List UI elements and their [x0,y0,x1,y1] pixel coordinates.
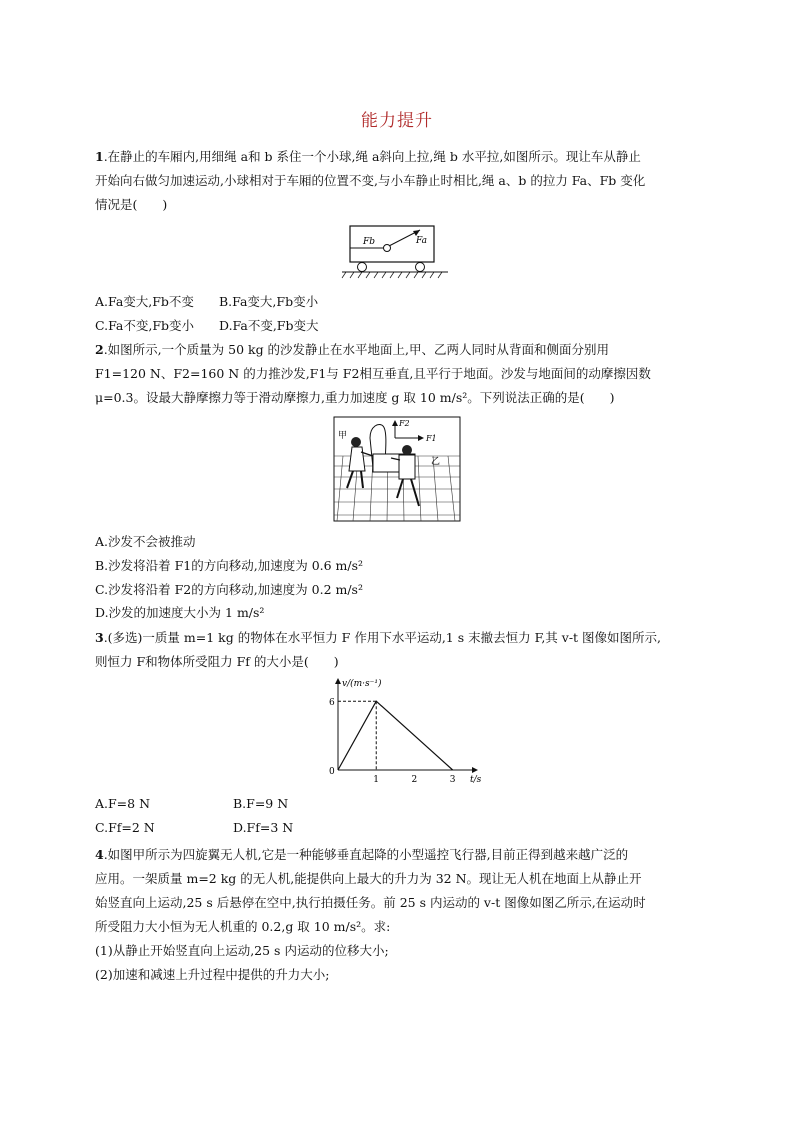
q4-line-2: 应用。一架质量 m=2 kg 的无人机,能提供向上最大的升力为 32 N。现让无人机在地面上从静止开 [95,871,642,886]
x-tick-label: 2 [411,775,418,785]
q3-option-a: A.F=8 N [95,796,151,811]
q1-line-1: 1.在静止的车厢内,用细绳 a和 b 系住一个小球,绳 a斜向上拉,绳 b 水平拉,如图所示。现让车从静止 [95,149,641,164]
person-jia-head [351,437,361,447]
x-axis-label: t/s [470,775,482,785]
page-title: 能力提升 [361,111,433,131]
q2-option-a: A.沙发不会被推动 [95,534,196,549]
person-yi-body [399,455,415,479]
wheel-left [358,263,367,272]
q1-number: 1 [95,149,104,164]
x-axis-arrow [472,767,478,773]
q1-option-d: D.Fa不变,Fb变大 [219,318,319,333]
q2-sofa-figure [333,416,461,522]
label-fa: Fa [416,236,427,246]
q2-option-d: D.沙发的加速度大小为 1 m/s² [95,605,265,620]
q3-line-1: 3.(多选)一质量 m=1 kg 的物体在水平恒力 F 作用下水平运动,1 s 末撤去恒力 F,其 v-t 图像如图所示, [95,630,662,645]
q2-option-b: B.沙发将沿着 F1的方向移动,加速度为 0.6 m/s² [95,558,364,573]
label-fb: Fb [363,237,376,247]
q2-option-c: C.沙发将沿着 F2的方向移动,加速度为 0.2 m/s² [95,582,363,597]
series-line [338,701,453,770]
label-jia: 甲 [338,431,348,441]
q1-line-3: 情况是( ) [95,197,168,212]
y-tick-label: 6 [329,698,335,709]
person-jia-body [349,447,365,471]
ball [384,245,391,252]
q1-option-b: B.Fa变大,Fb变小 [219,294,319,309]
q2-line-1: 2.如图所示,一个质量为 50 kg 的沙发静止在水平地面上,甲、乙两人同时从背面和侧面分别用 [95,342,610,357]
q4-line-4: 所受阻力大小恒为无人机重的 0.2,g 取 10 m/s²。求: [95,919,391,934]
q2-line-3: μ=0.3。设最大静摩擦力等于滑动摩擦力,重力加速度 g 取 10 m/s²。下列说法正确的是( ) [95,390,615,405]
y-axis-arrow [335,678,341,684]
x-tick-label: 1 [373,775,379,785]
q1-cart-figure [340,222,460,284]
q4-number: 4 [95,847,104,862]
q1-option-c: C.Fa不变,Fb变小 [95,318,195,333]
q2-number: 2 [95,342,104,357]
q3-option-b: B.F=9 N [233,796,289,811]
q3-option-c: C.Ff=2 N [95,820,155,835]
person-yi-head [402,445,412,455]
label-yi: 乙 [431,457,441,467]
label-f2: F2 [399,419,410,428]
y-axis-label: v/(m·s⁻¹) [342,679,382,689]
q3-number: 3 [95,630,104,645]
ground-hatch [342,272,442,278]
q3-vt-chart [310,678,480,793]
q2-line-2: F1=120 N、F2=160 N 的力推沙发,F1与 F2相互垂直,且平行于地面。沙发与地面间的动摩擦因数 [95,366,651,381]
q1-option-a: A.Fa变大,Fb不变 [95,294,194,309]
wheel-right [416,263,425,272]
q3-option-d: D.Ff=3 N [233,820,294,835]
q4-line-1: 4.如图甲所示为四旋翼无人机,它是一种能够垂直起降的小型遥控飞行器,目前正得到越来越广泛的 [95,847,629,862]
x-tick-label: 3 [449,775,456,785]
label-f1: F1 [426,434,437,443]
q1-line-2: 开始向右做匀加速运动,小球相对于车厢的位置不变,与小车静止时相比,绳 a、b 的拉力 Fa、Fb 变化 [95,173,646,188]
origin-label: 0 [329,767,335,777]
q4-sub-question-2: (2)加速和减速上升过程中提供的升力大小; [95,967,330,982]
q4-sub-question-1: (1)从静止开始竖直向上运动,25 s 内运动的位移大小; [95,943,389,958]
q3-line-2: 则恒力 F和物体所受阻力 Ff 的大小是( ) [95,654,339,669]
q4-line-3: 始竖直向上运动,25 s 后悬停在空中,执行拍摄任务。前 25 s 内运动的 v-t 图像如图乙所示,在运动时 [95,895,646,910]
